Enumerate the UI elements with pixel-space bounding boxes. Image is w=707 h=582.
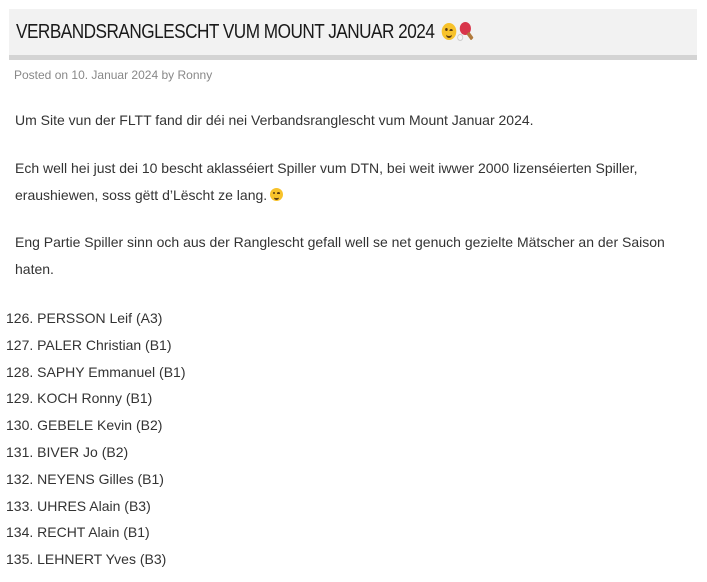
post-date-link[interactable]: 10. Januar 2024 [71, 68, 159, 82]
ping-pong-icon [457, 22, 473, 41]
ranking-item: 135. LEHNERT Yves (B3) [6, 551, 167, 568]
paragraph-selection-text: Ech well hei just dei 10 bescht aklasséiert Spiller vum DTN, bei weit iwwer 2000 lizenséierten Spiller, eraushiewen, soss gëtt d’Lëscht ze lang. [15, 160, 638, 203]
paragraph-intro [15, 107, 685, 134]
post-title-text: VERBANDSRANGLESCHT VUM MOUNT JANUAR 2024 [16, 21, 435, 43]
post-meta [14, 68, 212, 82]
posted-on-label: Posted on [14, 68, 69, 82]
post-title [16, 20, 473, 44]
paragraph-selection [15, 155, 685, 209]
winking-face-icon [441, 23, 456, 40]
ranking-item: 131. BIVER Jo (B2) [6, 443, 129, 460]
ranking-item: 126. PERSSON Leif (A3) [6, 310, 163, 326]
post-author-link[interactable]: Ronny [177, 68, 213, 82]
ranking-item: 128. SAPHY Emmanuel (B1) [6, 363, 186, 380]
winking-face-icon [270, 188, 283, 201]
ranking-item: 134. RECHT Alain (B1) [6, 524, 150, 541]
ranking-item: 127. PALER Christian (B1) [6, 336, 172, 353]
paragraph-intro-text: Um Site vun der FLTT fand dir déi nei Verbandsranglescht vum Mount Januar 2024. [15, 112, 534, 128]
ranking-item: 133. UHRES Alain (B3) [6, 497, 151, 514]
ranking-item: 130. GEBELE Kevin (B2) [6, 417, 163, 434]
paragraph-dropped [15, 229, 685, 283]
by-label: by [161, 68, 175, 82]
ranking-list [6, 305, 186, 573]
ranking-item: 132. NEYENS Gilles (B1) [6, 470, 164, 487]
paragraph-dropped-text: Eng Partie Spiller sinn och aus der Ranglescht gefall well se net genuch gezielte Mätscher an der Saison haten. [15, 234, 665, 277]
post-title-box [9, 9, 697, 60]
ranking-item: 129. KOCH Ronny (B1) [6, 390, 153, 407]
